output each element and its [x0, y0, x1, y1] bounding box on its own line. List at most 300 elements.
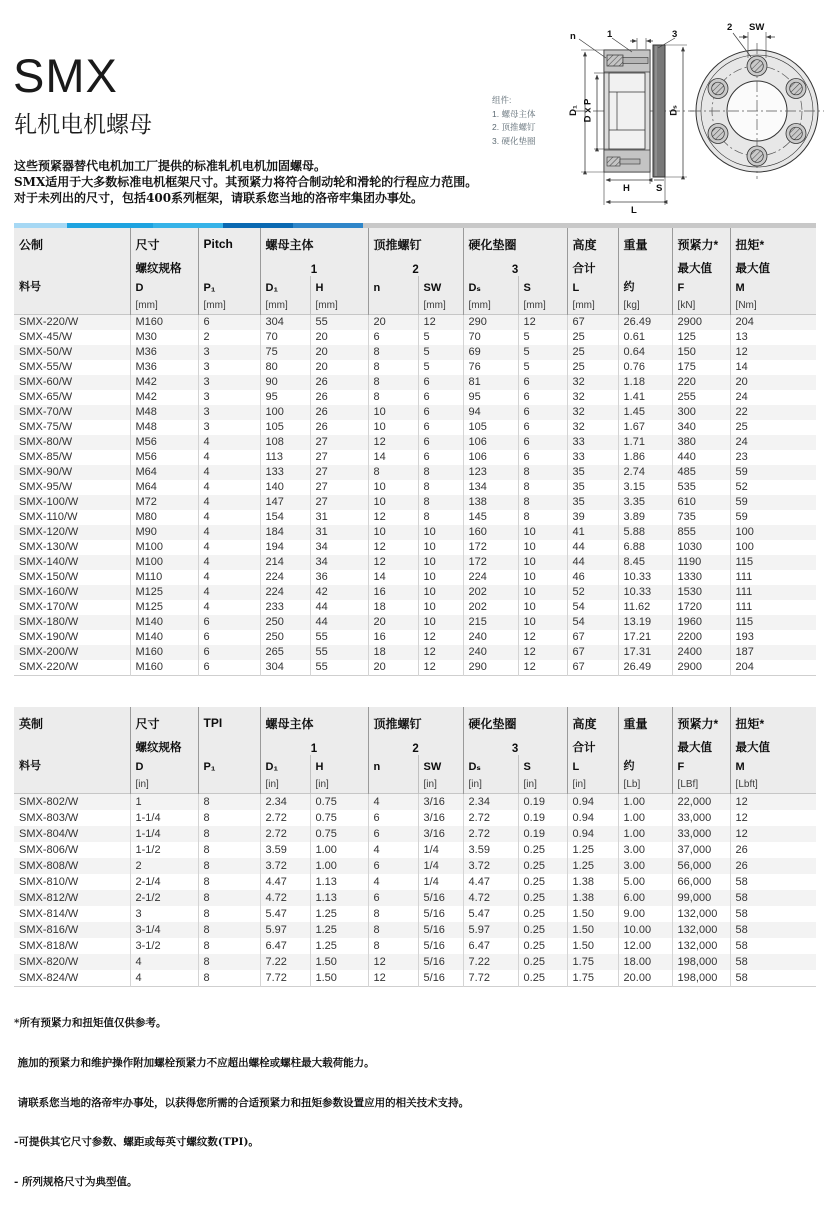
column-header: [in] — [310, 773, 368, 794]
cell: 134 — [463, 480, 518, 495]
cell: SMX-803/W — [19, 812, 79, 824]
cell: 202 — [463, 585, 518, 600]
column-header: D — [130, 276, 198, 294]
cell: 20.00 — [618, 970, 672, 987]
cell: 7.22 — [260, 954, 310, 970]
table-row — [14, 630, 816, 645]
cell: 1.38 — [567, 874, 618, 890]
cell: 66,000 — [672, 874, 730, 890]
cell: 95 — [463, 390, 518, 405]
cell: 12 — [368, 970, 418, 987]
cell: 5.88 — [618, 525, 672, 540]
cell: 69 — [463, 345, 518, 360]
cell: 6 — [368, 810, 418, 826]
cell: 8 — [198, 922, 260, 938]
column-header: L — [567, 755, 618, 773]
cell: 3-1/2 — [130, 938, 198, 954]
cell: 12 — [518, 315, 567, 331]
cell: SMX-808/W — [19, 860, 79, 872]
cell: 8 — [418, 465, 463, 480]
metric-table — [14, 228, 816, 676]
table-row — [14, 360, 816, 375]
cell: 55 — [310, 315, 368, 331]
column-header: 合计 — [567, 256, 618, 276]
cell: M80 — [130, 510, 198, 525]
table-row — [14, 810, 816, 826]
cell: SMX-140/W — [19, 556, 79, 568]
cell: 1.41 — [618, 390, 672, 405]
cell: 81 — [463, 375, 518, 390]
cell: 1.25 — [310, 906, 368, 922]
column-header: [kg] — [618, 294, 672, 315]
cell: 1/4 — [418, 858, 463, 874]
cell: 1.86 — [618, 450, 672, 465]
cell: 2.72 — [260, 826, 310, 842]
cell: 58 — [730, 938, 816, 954]
cell: 3 — [198, 345, 260, 360]
cell: M36 — [130, 360, 198, 375]
cell: 12 — [518, 660, 567, 676]
cell: 300 — [672, 405, 730, 420]
column-header: H — [310, 755, 368, 773]
cell: 12 — [368, 555, 418, 570]
cell: 0.25 — [518, 874, 567, 890]
dim-label-dxp: D x P — [582, 98, 594, 123]
cell: 5/16 — [418, 954, 463, 970]
table-row — [14, 645, 816, 660]
column-header: [mm] — [418, 294, 463, 315]
cell: 4 — [368, 842, 418, 858]
cell: SMX-80/W — [19, 436, 73, 448]
column-header: L — [567, 276, 618, 294]
cell: 99,000 — [672, 890, 730, 906]
cell: 250 — [260, 615, 310, 630]
footnote-line: - 所列规格尺寸为典型值。 — [14, 1175, 138, 1188]
table-row — [14, 922, 816, 938]
column-header: SW — [418, 276, 463, 294]
column-header: 2 — [368, 735, 463, 755]
footnotes — [14, 991, 469, 1215]
cell: M42 — [130, 375, 198, 390]
footnote-line: 施加的预紧力和维护操作附加螺栓预紧力不应超出螺栓或螺柱最大载荷能力。 — [14, 1057, 375, 1070]
cell: 3/16 — [418, 794, 463, 811]
cell: 35 — [567, 465, 618, 480]
cell: 0.75 — [310, 794, 368, 811]
column-header: 螺纹规格 — [130, 735, 198, 755]
cell: 25 — [567, 360, 618, 375]
cell: M42 — [130, 390, 198, 405]
cell: 5.00 — [618, 874, 672, 890]
cell: 4 — [130, 970, 198, 987]
cell: SMX-806/W — [19, 844, 79, 856]
column-header — [198, 773, 260, 794]
cell: 1.50 — [310, 954, 368, 970]
cell: 4.72 — [463, 890, 518, 906]
cell: 8 — [198, 842, 260, 858]
cell: 59 — [730, 465, 816, 480]
column-header — [14, 773, 130, 794]
cell: 8 — [198, 890, 260, 906]
cell: 10 — [518, 600, 567, 615]
cell: 4 — [198, 480, 260, 495]
cell: 20 — [310, 360, 368, 375]
cell: 8 — [368, 360, 418, 375]
cell: 18 — [368, 600, 418, 615]
column-header: 螺母主体 — [260, 707, 368, 735]
cell: 52 — [730, 480, 816, 495]
cell: 12 — [418, 660, 463, 676]
cell: 17.31 — [618, 645, 672, 660]
cell: 1.00 — [310, 842, 368, 858]
column-header — [14, 294, 130, 315]
cell: 172 — [463, 555, 518, 570]
cell: SMX-45/W — [19, 331, 73, 343]
metric-table-section — [14, 223, 816, 676]
cell: 3.00 — [618, 842, 672, 858]
column-header: F — [672, 755, 730, 773]
cell: 4 — [198, 570, 260, 585]
cell: 1.50 — [310, 970, 368, 987]
cell: 26.49 — [618, 660, 672, 676]
cell: 255 — [672, 390, 730, 405]
cell: 0.25 — [518, 938, 567, 954]
cell: 0.75 — [310, 826, 368, 842]
cell: 4 — [198, 495, 260, 510]
description-line: 这些预紧器替代电机加工厂提供的标准轧机电机加固螺母。 — [14, 159, 327, 173]
cell: 6 — [518, 435, 567, 450]
column-header: [Nm] — [730, 294, 816, 315]
cell: 3.72 — [260, 858, 310, 874]
cell: SMX-170/W — [19, 601, 79, 613]
cell: SMX-70/W — [19, 406, 73, 418]
cell: 3/16 — [418, 810, 463, 826]
table-row — [14, 874, 816, 890]
cell: 27 — [310, 450, 368, 465]
column-header: [in] — [418, 773, 463, 794]
cell: 5/16 — [418, 922, 463, 938]
cell: 44 — [567, 555, 618, 570]
cell: 1.25 — [310, 938, 368, 954]
cell: M30 — [130, 330, 198, 345]
cell: 33 — [567, 450, 618, 465]
accent-gradient-bar — [14, 223, 816, 228]
cell: 2900 — [672, 660, 730, 676]
cell: 6 — [198, 315, 260, 331]
table-row — [14, 938, 816, 954]
cell: 25 — [730, 420, 816, 435]
cell: 26 — [310, 420, 368, 435]
dim-label-h: H — [623, 183, 630, 194]
cell: 10 — [418, 525, 463, 540]
cell: 32 — [567, 390, 618, 405]
cell: 8 — [198, 826, 260, 842]
cell: 26 — [730, 842, 816, 858]
cell: 214 — [260, 555, 310, 570]
cell: M36 — [130, 345, 198, 360]
column-header: 硬化垫圈 — [463, 228, 567, 256]
product-description — [14, 158, 477, 206]
cell: 0.25 — [518, 970, 567, 987]
cell: 13.19 — [618, 615, 672, 630]
column-header: S — [518, 755, 567, 773]
cell: 54 — [567, 600, 618, 615]
cell: 26.49 — [618, 315, 672, 331]
cell: 3 — [198, 375, 260, 390]
cell: SMX-818/W — [19, 940, 79, 952]
cell: SMX-820/W — [19, 956, 79, 968]
column-header — [368, 294, 418, 315]
cell: 32 — [567, 375, 618, 390]
cell: 6 — [518, 420, 567, 435]
cell: 26 — [310, 390, 368, 405]
cell: 3.72 — [463, 858, 518, 874]
column-header: 硬化垫圈 — [463, 707, 567, 735]
cell: 6 — [418, 405, 463, 420]
cell: M160 — [130, 315, 198, 331]
column-header: P₁ — [198, 276, 260, 294]
cell: 2.34 — [260, 794, 310, 811]
cell: 1.00 — [310, 858, 368, 874]
cell: 610 — [672, 495, 730, 510]
cell: 0.94 — [567, 810, 618, 826]
column-header: S — [518, 276, 567, 294]
cell: SMX-100/W — [19, 496, 79, 508]
cell: 33 — [567, 435, 618, 450]
cell: 8 — [368, 922, 418, 938]
cell: 6 — [518, 450, 567, 465]
cell: SMX-812/W — [19, 892, 79, 904]
cell: 8 — [368, 390, 418, 405]
cell: M110 — [130, 570, 198, 585]
cell: 16 — [368, 585, 418, 600]
cell: 58 — [730, 954, 816, 970]
cell: 4 — [198, 510, 260, 525]
cell: 0.64 — [618, 345, 672, 360]
cell: 1.25 — [567, 842, 618, 858]
column-header: 预紧力* — [672, 707, 730, 735]
cell: 108 — [260, 435, 310, 450]
cell: 12 — [518, 630, 567, 645]
cell: 12.00 — [618, 938, 672, 954]
column-header: SW — [418, 755, 463, 773]
column-header: [mm] — [260, 294, 310, 315]
cell: 1.25 — [310, 922, 368, 938]
column-header: [kN] — [672, 294, 730, 315]
cell: 224 — [260, 585, 310, 600]
cell: 12 — [368, 540, 418, 555]
cell: 2.72 — [463, 810, 518, 826]
cell: 14 — [368, 450, 418, 465]
cell: 8 — [198, 970, 260, 987]
column-header: 最大值 — [730, 735, 816, 755]
cell: 380 — [672, 435, 730, 450]
cell: 20 — [368, 660, 418, 676]
cell: SMX-55/W — [19, 361, 73, 373]
cell: 0.19 — [518, 794, 567, 811]
cell: 4 — [198, 555, 260, 570]
cell: 95 — [260, 390, 310, 405]
cell: 1.13 — [310, 890, 368, 906]
cell: 10 — [368, 420, 418, 435]
column-header — [618, 256, 672, 276]
table-row — [14, 826, 816, 842]
cell: 3.59 — [463, 842, 518, 858]
cell: 2.34 — [463, 794, 518, 811]
column-header: Pitch — [198, 228, 260, 256]
cell: 23 — [730, 450, 816, 465]
cell: 17.21 — [618, 630, 672, 645]
cell: 54 — [567, 615, 618, 630]
cell: SMX-60/W — [19, 376, 73, 388]
table-row — [14, 345, 816, 360]
cell: 1.75 — [567, 954, 618, 970]
column-header: 高度 — [567, 228, 618, 256]
cell: 240 — [463, 630, 518, 645]
cell: 154 — [260, 510, 310, 525]
table-row — [14, 954, 816, 970]
column-header: F — [672, 276, 730, 294]
drawing-legend — [492, 94, 535, 148]
cell: 8 — [198, 858, 260, 874]
cell: 3 — [198, 405, 260, 420]
column-header: [in] — [518, 773, 567, 794]
cell: 59 — [730, 495, 816, 510]
cell: 33,000 — [672, 826, 730, 842]
column-header: 约 — [618, 755, 672, 773]
accent-bar-segment — [67, 223, 153, 228]
dim-label-n: n — [570, 31, 576, 42]
cell: 67 — [567, 660, 618, 676]
cell: 20 — [368, 615, 418, 630]
column-header: M — [730, 755, 816, 773]
cell: 106 — [463, 450, 518, 465]
cell: 198,000 — [672, 954, 730, 970]
cell: 175 — [672, 360, 730, 375]
cell: 10 — [418, 540, 463, 555]
cell: 5.97 — [260, 922, 310, 938]
cell: 4 — [368, 874, 418, 890]
cell: 5.47 — [463, 906, 518, 922]
column-header: TPI — [198, 707, 260, 735]
column-header: [in] — [260, 773, 310, 794]
cell: 8 — [418, 495, 463, 510]
cell: 10 — [368, 480, 418, 495]
dim-label-s: S — [656, 183, 663, 194]
column-header — [618, 735, 672, 755]
cell: 46 — [567, 570, 618, 585]
table-row — [14, 794, 816, 811]
cell: 76 — [463, 360, 518, 375]
cell: M160 — [130, 660, 198, 676]
cell: M64 — [130, 480, 198, 495]
column-header — [14, 735, 130, 755]
cell: 59 — [730, 510, 816, 525]
cell: 67 — [567, 630, 618, 645]
table-row — [14, 510, 816, 525]
cell: 58 — [730, 890, 816, 906]
cell: 6 — [368, 890, 418, 906]
cell: SMX-90/W — [19, 466, 73, 478]
cell: 4 — [198, 525, 260, 540]
cell: SMX-220/W — [19, 661, 79, 673]
column-header: [Lbft] — [730, 773, 816, 794]
cell: 58 — [730, 906, 816, 922]
column-header: D₁ — [260, 755, 310, 773]
cell: 304 — [260, 660, 310, 676]
cell: 4 — [198, 585, 260, 600]
cell: 240 — [463, 645, 518, 660]
cell: 6.47 — [260, 938, 310, 954]
column-header: P₁ — [198, 755, 260, 773]
cell: 193 — [730, 630, 816, 645]
cell: 5/16 — [418, 938, 463, 954]
cell: 4 — [368, 794, 418, 811]
column-header — [368, 773, 418, 794]
column-header: 顶推螺钉 — [368, 228, 463, 256]
cell: 3.35 — [618, 495, 672, 510]
cell: 1.45 — [618, 405, 672, 420]
cell: 304 — [260, 315, 310, 331]
cell: 10 — [418, 615, 463, 630]
imperial-table-section — [14, 707, 816, 987]
cell: 75 — [260, 345, 310, 360]
cell: 32 — [567, 420, 618, 435]
cell: 33,000 — [672, 810, 730, 826]
table-row — [14, 465, 816, 480]
cell: 6 — [418, 450, 463, 465]
column-header: [LBf] — [672, 773, 730, 794]
column-header: 扭矩* — [730, 707, 816, 735]
dim-label-ds: Dₛ — [668, 105, 680, 116]
cell: 1030 — [672, 540, 730, 555]
column-header: 公制 — [19, 237, 44, 252]
footnote-line: *所有预紧力和扭矩值仅供参考。 — [14, 1017, 167, 1030]
cell: SMX-95/W — [19, 481, 73, 493]
cell: 12 — [368, 510, 418, 525]
cell: 100 — [260, 405, 310, 420]
cell: 12 — [368, 435, 418, 450]
cell: SMX-814/W — [19, 908, 79, 920]
cell: 8 — [518, 495, 567, 510]
cell: 233 — [260, 600, 310, 615]
cell: 10.33 — [618, 570, 672, 585]
cell: 24 — [730, 390, 816, 405]
cell: 111 — [730, 570, 816, 585]
cell: 58 — [730, 970, 816, 987]
cell: 3.59 — [260, 842, 310, 858]
cell: 36 — [310, 570, 368, 585]
cell: 6 — [198, 615, 260, 630]
cell: M48 — [130, 420, 198, 435]
cell: 41 — [567, 525, 618, 540]
cell: 58 — [730, 922, 816, 938]
cell: 3.89 — [618, 510, 672, 525]
table-row — [14, 390, 816, 405]
cell: 1.50 — [567, 938, 618, 954]
dim-label-2: 2 — [727, 22, 733, 33]
cell: 8 — [518, 480, 567, 495]
cell: 8 — [418, 510, 463, 525]
cell: 10.33 — [618, 585, 672, 600]
cell: 1/4 — [418, 874, 463, 890]
cell: 18 — [368, 645, 418, 660]
cell: 0.76 — [618, 360, 672, 375]
cell: 8 — [418, 480, 463, 495]
column-header — [198, 735, 260, 755]
cell: 3-1/4 — [130, 922, 198, 938]
table-row — [14, 435, 816, 450]
cell: 215 — [463, 615, 518, 630]
